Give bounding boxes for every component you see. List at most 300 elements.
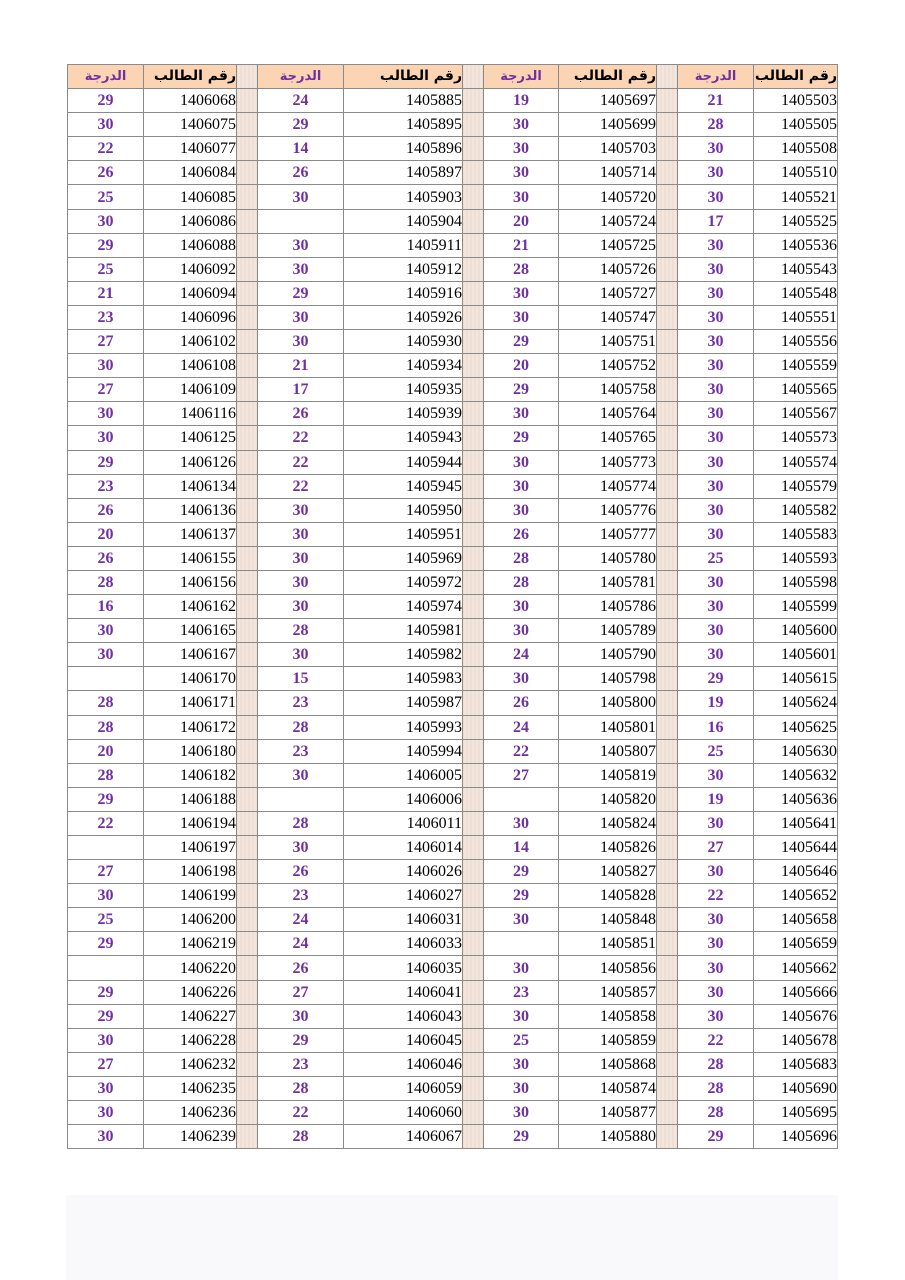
column-separator (657, 667, 678, 691)
student-id-cell: 1405935 (344, 378, 463, 402)
student-id-cell: 1406043 (344, 1004, 463, 1028)
grade-cell: 28 (68, 570, 144, 594)
grade-cell: 30 (484, 619, 559, 643)
grade-cell: 23 (258, 884, 344, 908)
column-separator (463, 257, 484, 281)
student-id-cell: 1405786 (559, 595, 657, 619)
column-separator (237, 546, 258, 570)
student-id-cell: 1405551 (754, 305, 838, 329)
student-id-cell: 1405851 (559, 932, 657, 956)
grade-cell: 23 (258, 739, 344, 763)
grade-cell: 30 (258, 305, 344, 329)
student-id-cell: 1405751 (559, 330, 657, 354)
column-separator (657, 426, 678, 450)
student-id-column-header: رقم الطالب (144, 65, 237, 89)
grade-cell: 30 (678, 402, 754, 426)
table-row (68, 257, 838, 281)
grade-cell: 30 (484, 595, 559, 619)
column-separator (657, 330, 678, 354)
column-separator (237, 860, 258, 884)
grade-cell: 26 (484, 522, 559, 546)
grade-cell (258, 787, 344, 811)
column-separator (657, 498, 678, 522)
student-id-cell: 1406220 (144, 956, 237, 980)
column-separator (463, 619, 484, 643)
grade-cell: 20 (68, 739, 144, 763)
grade-cell: 30 (484, 474, 559, 498)
grade-cell: 28 (484, 546, 559, 570)
column-separator (463, 739, 484, 763)
column-separator (237, 1028, 258, 1052)
table-row (68, 330, 838, 354)
grade-cell: 23 (484, 980, 559, 1004)
column-separator (237, 113, 258, 137)
column-separator (657, 1004, 678, 1028)
student-id-cell: 1405981 (344, 619, 463, 643)
student-id-cell: 1405800 (559, 691, 657, 715)
column-separator (237, 836, 258, 860)
student-id-cell: 1406077 (144, 137, 237, 161)
column-separator (463, 884, 484, 908)
column-separator (463, 185, 484, 209)
column-separator (657, 932, 678, 956)
table-row (68, 932, 838, 956)
grade-cell: 30 (258, 1004, 344, 1028)
student-id-cell: 1406194 (144, 811, 237, 835)
grade-cell (484, 932, 559, 956)
table-row (68, 980, 838, 1004)
column-separator (463, 305, 484, 329)
grade-cell: 27 (678, 836, 754, 860)
grade-cell: 23 (258, 691, 344, 715)
column-separator (657, 980, 678, 1004)
column-separator (237, 1101, 258, 1125)
column-separator (237, 498, 258, 522)
student-id-cell: 1405632 (754, 763, 838, 787)
student-id-cell: 1405987 (344, 691, 463, 715)
grade-cell: 26 (68, 546, 144, 570)
student-id-cell: 1405573 (754, 426, 838, 450)
student-id-cell: 1406125 (144, 426, 237, 450)
grade-cell: 30 (68, 1076, 144, 1100)
student-id-cell: 1406167 (144, 643, 237, 667)
column-separator (237, 811, 258, 835)
grade-cell: 17 (678, 209, 754, 233)
student-id-cell: 1405574 (754, 450, 838, 474)
student-id-cell: 1405630 (754, 739, 838, 763)
grade-cell: 29 (258, 1028, 344, 1052)
student-id-cell: 1405895 (344, 113, 463, 137)
student-id-cell: 1406232 (144, 1052, 237, 1076)
student-id-cell: 1405880 (559, 1125, 657, 1149)
column-separator (657, 715, 678, 739)
grade-cell: 29 (68, 89, 144, 113)
column-separator (463, 643, 484, 667)
student-id-cell: 1405636 (754, 787, 838, 811)
grade-cell: 30 (678, 763, 754, 787)
student-id-cell: 1406170 (144, 667, 237, 691)
column-separator (237, 763, 258, 787)
table-row (68, 1028, 838, 1052)
column-separator (657, 811, 678, 835)
grade-cell: 29 (68, 980, 144, 1004)
column-separator (237, 185, 258, 209)
grade-cell: 30 (68, 619, 144, 643)
grade-cell: 30 (258, 570, 344, 594)
column-separator (463, 667, 484, 691)
column-separator (237, 330, 258, 354)
column-separator (237, 691, 258, 715)
column-separator (463, 209, 484, 233)
table-row (68, 1004, 838, 1028)
grade-cell: 30 (258, 643, 344, 667)
column-separator (463, 763, 484, 787)
student-id-cell: 1406086 (144, 209, 237, 233)
grade-cell: 30 (678, 595, 754, 619)
column-separator (237, 932, 258, 956)
student-id-cell: 1406188 (144, 787, 237, 811)
student-id-cell: 1405807 (559, 739, 657, 763)
grade-cell: 30 (484, 185, 559, 209)
grade-cell: 30 (484, 402, 559, 426)
grade-cell: 30 (678, 643, 754, 667)
grade-cell: 30 (678, 330, 754, 354)
grade-cell: 23 (258, 1052, 344, 1076)
grade-cell: 27 (68, 1052, 144, 1076)
student-id-cell: 1405950 (344, 498, 463, 522)
grade-cell: 22 (678, 884, 754, 908)
student-id-cell: 1405543 (754, 257, 838, 281)
student-id-cell: 1405951 (344, 522, 463, 546)
student-id-cell: 1405615 (754, 667, 838, 691)
column-separator (463, 1052, 484, 1076)
student-id-cell: 1405781 (559, 570, 657, 594)
student-id-cell: 1406060 (344, 1101, 463, 1125)
grade-cell: 26 (258, 860, 344, 884)
column-separator (657, 281, 678, 305)
grade-column-header: الدرجة (258, 65, 344, 89)
column-separator (237, 281, 258, 305)
grade-cell: 30 (678, 956, 754, 980)
student-id-cell: 1405641 (754, 811, 838, 835)
student-id-cell: 1406084 (144, 161, 237, 185)
student-id-cell: 1405714 (559, 161, 657, 185)
grade-cell: 25 (68, 185, 144, 209)
student-id-cell: 1405579 (754, 474, 838, 498)
student-id-cell: 1406226 (144, 980, 237, 1004)
student-id-cell: 1405764 (559, 402, 657, 426)
student-id-cell: 1406239 (144, 1125, 237, 1149)
page-footer-shade (66, 1195, 838, 1280)
grade-cell: 30 (678, 378, 754, 402)
grade-cell: 30 (678, 137, 754, 161)
grade-cell: 22 (258, 1101, 344, 1125)
grade-column-header: الدرجة (484, 65, 559, 89)
student-id-cell: 1405939 (344, 402, 463, 426)
grade-cell: 30 (484, 1004, 559, 1028)
column-separator (463, 113, 484, 137)
grade-cell: 30 (68, 643, 144, 667)
student-id-cell: 1405720 (559, 185, 657, 209)
student-id-cell: 1405943 (344, 426, 463, 450)
column-separator (657, 450, 678, 474)
grade-cell: 30 (258, 595, 344, 619)
student-id-cell: 1405525 (754, 209, 838, 233)
student-id-cell: 1405659 (754, 932, 838, 956)
student-id-cell: 1405583 (754, 522, 838, 546)
grade-cell: 30 (258, 522, 344, 546)
student-id-cell: 1405510 (754, 161, 838, 185)
student-id-cell: 1405601 (754, 643, 838, 667)
student-id-cell: 1405969 (344, 546, 463, 570)
column-separator (237, 161, 258, 185)
table-row (68, 161, 838, 185)
column-separator (657, 354, 678, 378)
table-row (68, 1125, 838, 1149)
column-separator (657, 378, 678, 402)
grade-cell (68, 667, 144, 691)
grade-cell: 30 (68, 402, 144, 426)
grade-cell (68, 836, 144, 860)
grade-cell: 27 (68, 330, 144, 354)
student-id-cell: 1405662 (754, 956, 838, 980)
column-separator (463, 1125, 484, 1149)
student-id-cell: 1406014 (344, 836, 463, 860)
grade-cell: 25 (484, 1028, 559, 1052)
table-row (68, 1052, 838, 1076)
grade-cell: 29 (678, 667, 754, 691)
grade-cell: 28 (678, 1101, 754, 1125)
column-separator (237, 474, 258, 498)
column-separator (463, 1076, 484, 1100)
column-separator (237, 980, 258, 1004)
student-id-cell: 1406200 (144, 908, 237, 932)
student-id-column-header: رقم الطالب (559, 65, 657, 89)
grade-cell: 24 (258, 89, 344, 113)
column-separator (237, 619, 258, 643)
grade-cell: 23 (68, 305, 144, 329)
student-id-cell: 1405678 (754, 1028, 838, 1052)
student-id-cell: 1405826 (559, 836, 657, 860)
grade-cell: 30 (678, 161, 754, 185)
student-id-cell: 1405982 (344, 643, 463, 667)
table-row (68, 305, 838, 329)
grade-cell: 21 (258, 354, 344, 378)
column-separator (463, 691, 484, 715)
student-id-cell: 1406067 (344, 1125, 463, 1149)
table-row (68, 522, 838, 546)
student-id-cell: 1405857 (559, 980, 657, 1004)
student-id-cell: 1405911 (344, 233, 463, 257)
column-separator (657, 522, 678, 546)
grade-cell: 14 (258, 137, 344, 161)
student-id-cell: 1406026 (344, 860, 463, 884)
grade-cell: 29 (68, 1004, 144, 1028)
grade-cell: 21 (68, 281, 144, 305)
student-id-cell: 1405896 (344, 137, 463, 161)
table-row (68, 956, 838, 980)
grade-cell: 30 (258, 498, 344, 522)
student-id-cell: 1405828 (559, 884, 657, 908)
student-id-cell: 1405699 (559, 113, 657, 137)
column-separator (237, 643, 258, 667)
grade-cell: 30 (678, 305, 754, 329)
student-id-cell: 1406027 (344, 884, 463, 908)
column-separator (463, 860, 484, 884)
student-id-cell: 1405758 (559, 378, 657, 402)
grade-cell: 28 (258, 1076, 344, 1100)
grade-cell: 28 (678, 1076, 754, 1100)
column-separator (237, 378, 258, 402)
table-row (68, 137, 838, 161)
student-id-cell: 1405774 (559, 474, 657, 498)
student-id-cell: 1405556 (754, 330, 838, 354)
column-separator (237, 65, 258, 89)
table-row (68, 667, 838, 691)
grade-cell: 30 (484, 1076, 559, 1100)
grade-cell: 30 (68, 113, 144, 137)
column-separator (657, 137, 678, 161)
column-separator (237, 209, 258, 233)
student-id-cell: 1406006 (344, 787, 463, 811)
student-id-cell: 1405646 (754, 860, 838, 884)
grade-cell: 30 (68, 426, 144, 450)
table-row (68, 908, 838, 932)
student-id-cell: 1406094 (144, 281, 237, 305)
grade-cell: 30 (484, 161, 559, 185)
table-row (68, 860, 838, 884)
table-row (68, 354, 838, 378)
student-id-cell: 1406162 (144, 595, 237, 619)
table-row (68, 643, 838, 667)
grade-cell: 21 (484, 233, 559, 257)
grade-cell: 29 (678, 1125, 754, 1149)
column-separator (237, 715, 258, 739)
grade-cell: 20 (484, 209, 559, 233)
table-row (68, 836, 838, 860)
student-id-cell: 1405625 (754, 715, 838, 739)
column-separator (657, 402, 678, 426)
student-id-cell: 1405598 (754, 570, 838, 594)
student-id-cell: 1405508 (754, 137, 838, 161)
student-id-cell: 1406197 (144, 836, 237, 860)
column-separator (463, 65, 484, 89)
grade-cell: 26 (484, 691, 559, 715)
student-id-cell: 1405848 (559, 908, 657, 932)
column-separator (463, 1028, 484, 1052)
column-separator (237, 233, 258, 257)
table-row (68, 426, 838, 450)
column-separator (657, 860, 678, 884)
column-separator (463, 89, 484, 113)
table-row (68, 1101, 838, 1125)
student-id-cell: 1405780 (559, 546, 657, 570)
student-id-cell: 1405820 (559, 787, 657, 811)
column-separator (657, 956, 678, 980)
student-id-cell: 1405582 (754, 498, 838, 522)
column-separator (463, 281, 484, 305)
table-row (68, 884, 838, 908)
grade-cell: 28 (678, 1052, 754, 1076)
student-id-cell: 1406088 (144, 233, 237, 257)
grade-cell (484, 787, 559, 811)
grade-cell: 26 (68, 498, 144, 522)
table-row (68, 691, 838, 715)
student-id-cell: 1405676 (754, 1004, 838, 1028)
grade-cell: 26 (68, 161, 144, 185)
student-id-cell: 1405773 (559, 450, 657, 474)
table-row (68, 450, 838, 474)
student-id-column-header: رقم الطالب (344, 65, 463, 89)
grade-cell: 30 (484, 305, 559, 329)
grade-cell: 30 (678, 619, 754, 643)
grade-cell: 30 (258, 185, 344, 209)
column-separator (237, 1076, 258, 1100)
column-separator (237, 570, 258, 594)
column-separator (657, 619, 678, 643)
grade-cell: 25 (68, 257, 144, 281)
student-id-column-header: رقم الطالب (754, 65, 838, 89)
student-id-cell: 1406227 (144, 1004, 237, 1028)
column-separator (463, 908, 484, 932)
grade-cell: 30 (678, 570, 754, 594)
column-separator (657, 474, 678, 498)
student-id-cell: 1405624 (754, 691, 838, 715)
column-separator (237, 257, 258, 281)
student-id-cell: 1405912 (344, 257, 463, 281)
grade-cell: 27 (68, 378, 144, 402)
grade-cell: 30 (68, 1028, 144, 1052)
grade-cell: 25 (678, 546, 754, 570)
grade-cell: 26 (258, 956, 344, 980)
student-id-cell: 1405877 (559, 1101, 657, 1125)
grade-cell: 30 (678, 450, 754, 474)
grade-cell: 29 (484, 426, 559, 450)
student-id-cell: 1406182 (144, 763, 237, 787)
student-id-cell: 1405945 (344, 474, 463, 498)
table-row (68, 811, 838, 835)
column-separator (237, 1004, 258, 1028)
student-id-cell: 1406031 (344, 908, 463, 932)
grade-cell: 25 (68, 908, 144, 932)
header-row (68, 65, 838, 89)
student-id-cell: 1405903 (344, 185, 463, 209)
grade-cell: 22 (484, 739, 559, 763)
grade-cell: 16 (68, 595, 144, 619)
grade-cell: 28 (678, 113, 754, 137)
grade-cell: 28 (258, 715, 344, 739)
column-separator (657, 233, 678, 257)
grade-cell: 22 (258, 426, 344, 450)
grade-cell: 23 (68, 474, 144, 498)
column-separator (237, 1125, 258, 1149)
table-row (68, 715, 838, 739)
grade-cell: 19 (678, 691, 754, 715)
table-row (68, 739, 838, 763)
column-separator (657, 836, 678, 860)
student-id-cell: 1405885 (344, 89, 463, 113)
column-separator (463, 233, 484, 257)
student-id-cell: 1405859 (559, 1028, 657, 1052)
student-id-cell: 1405790 (559, 643, 657, 667)
column-separator (237, 595, 258, 619)
grade-cell: 30 (68, 354, 144, 378)
column-separator (463, 161, 484, 185)
student-id-cell: 1406137 (144, 522, 237, 546)
column-separator (237, 305, 258, 329)
student-id-cell: 1406136 (144, 498, 237, 522)
student-id-cell: 1405974 (344, 595, 463, 619)
